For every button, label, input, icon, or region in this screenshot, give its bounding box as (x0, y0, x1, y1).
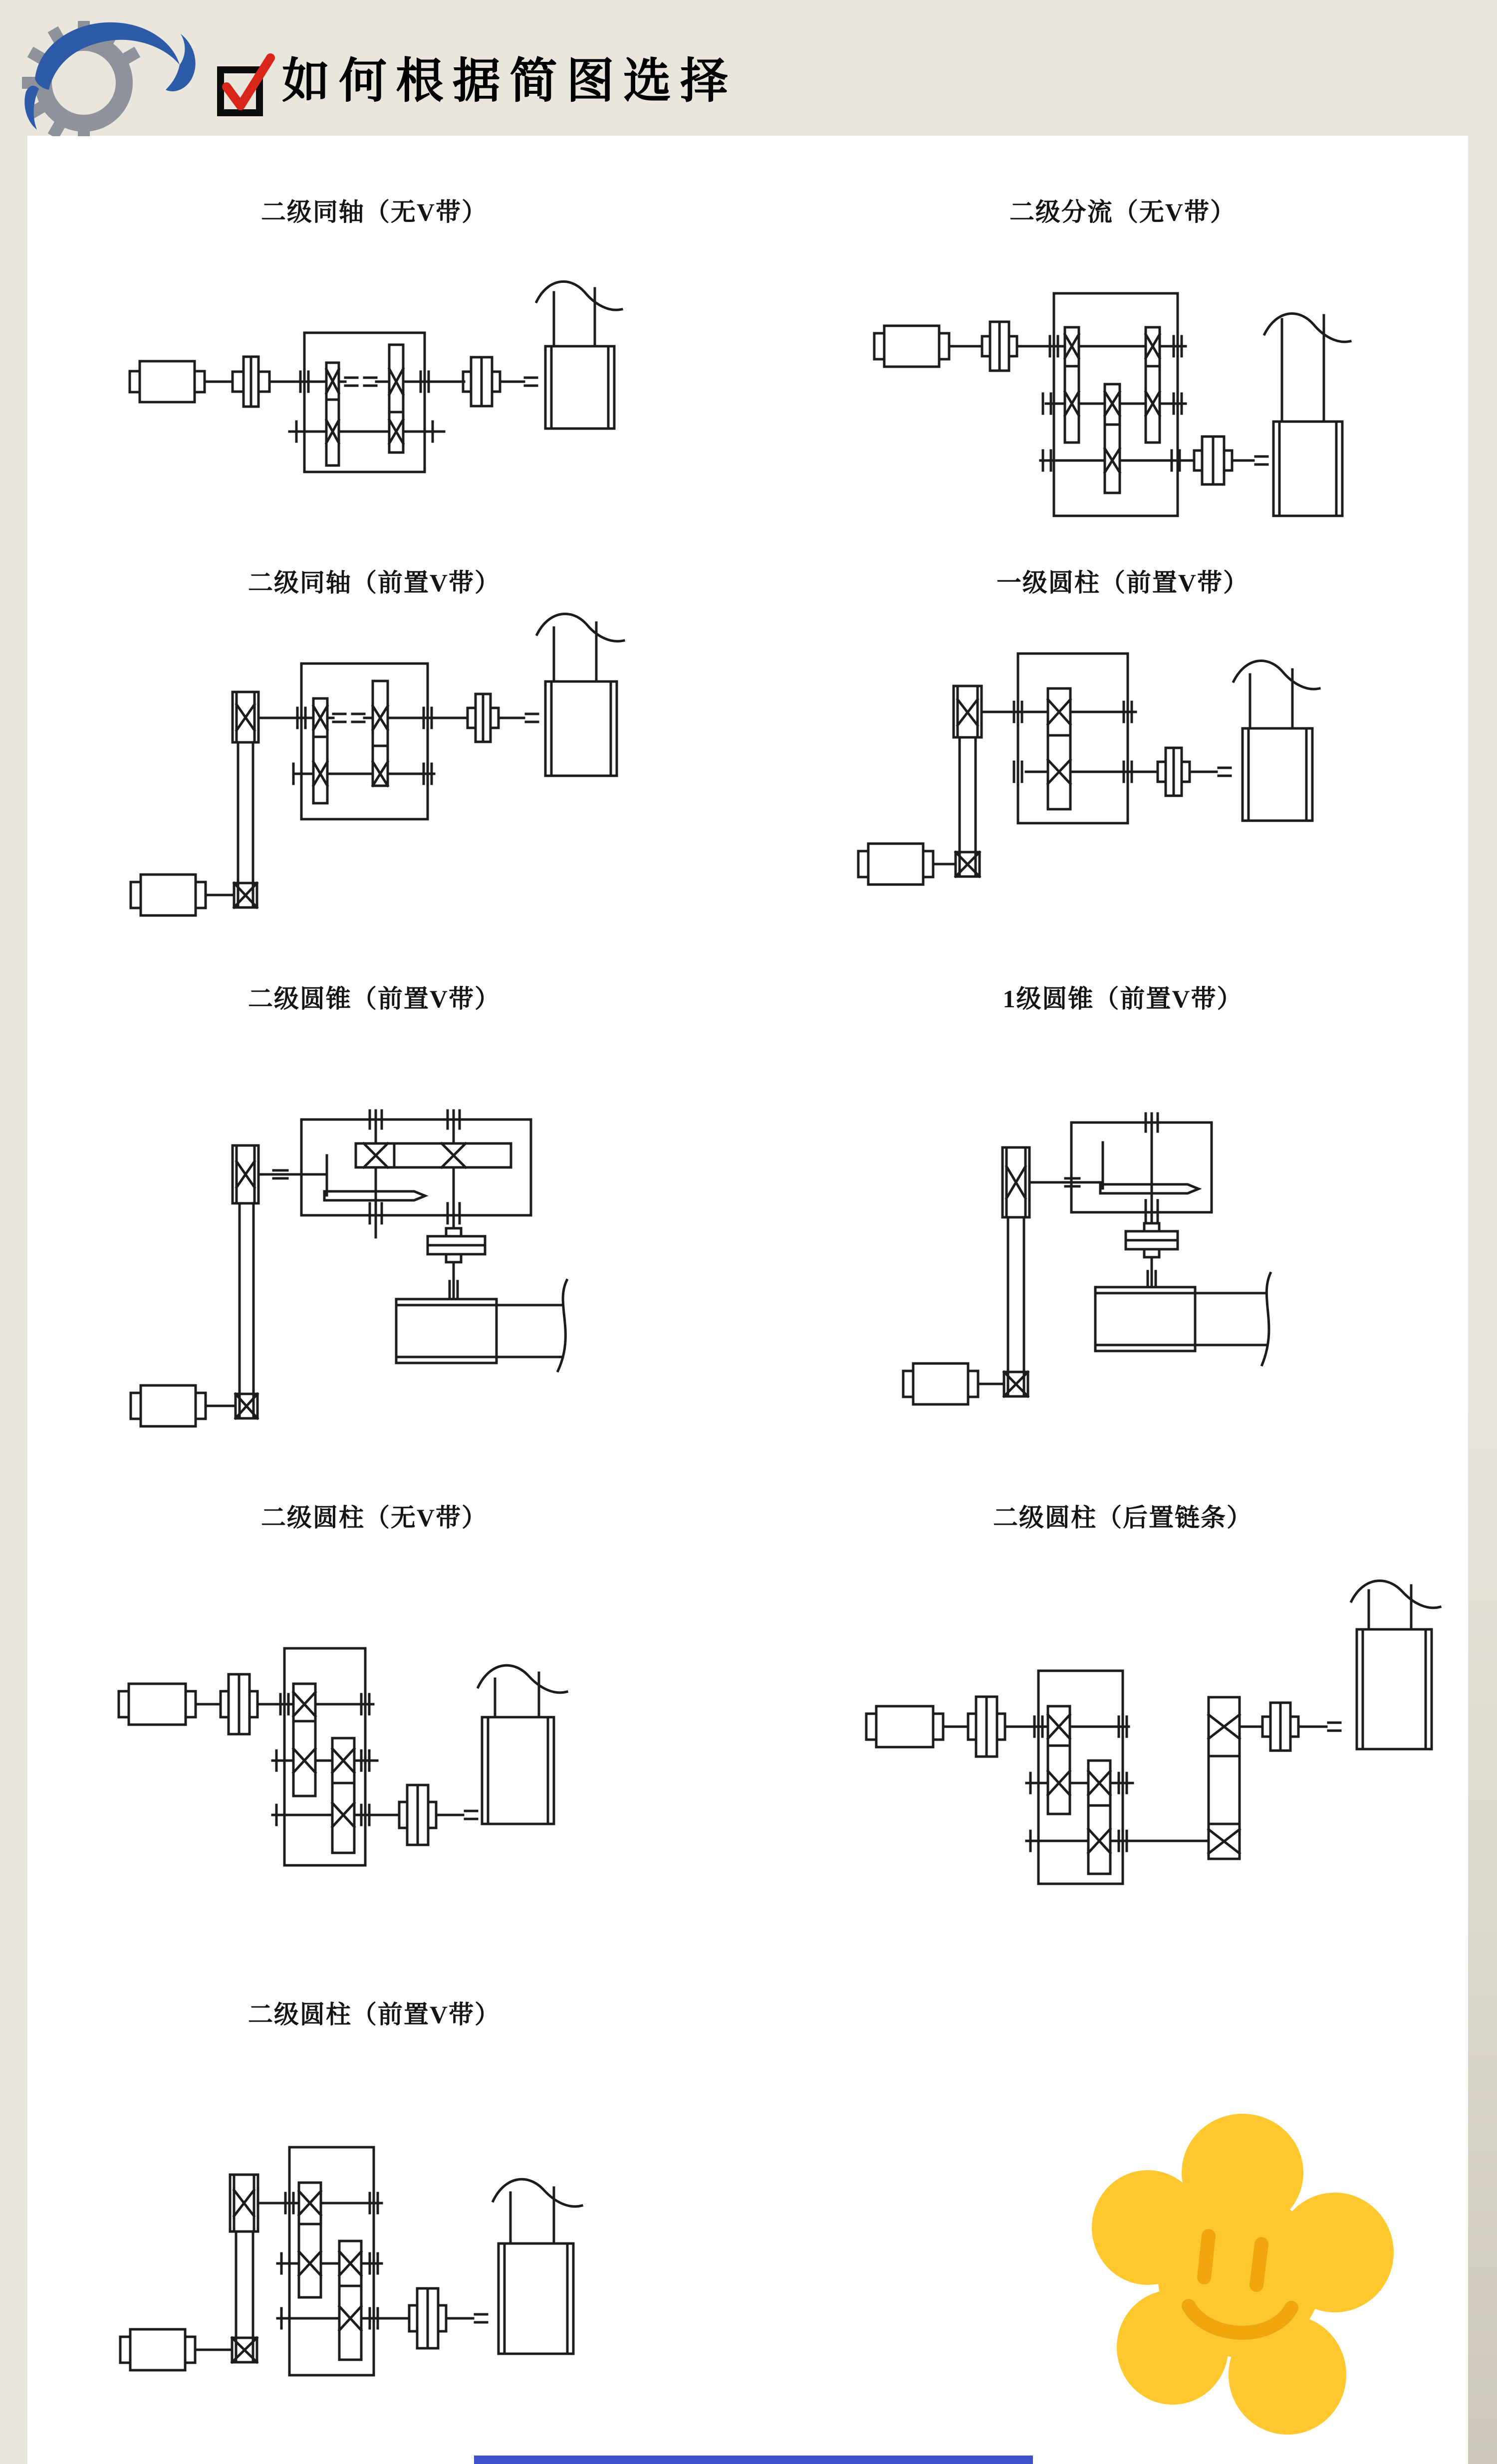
bevel-gearbox (301, 1111, 531, 1237)
coupling (221, 1674, 257, 1734)
diagram-label-4: 一级圆柱（前置V带） (996, 569, 1249, 597)
v-belt-drive (233, 1145, 258, 1418)
diagram-single-stage-bevel-front-vbelt (873, 1048, 1447, 1447)
gearbox (1040, 293, 1194, 516)
driven-machine (478, 1665, 567, 1824)
diagram-two-stage-cylindrical-front-vbelt (90, 2070, 714, 2464)
gearbox (272, 1648, 399, 1865)
diagram-label-8: 二级圆柱（后置链条） (993, 1504, 1252, 1532)
coupling (1126, 1223, 1178, 1257)
coupling (468, 694, 499, 742)
motor (866, 1706, 968, 1747)
diagram-two-stage-cylindrical-no-belt (90, 1571, 689, 1946)
bevel-pinion (1100, 1184, 1199, 1193)
coupling (968, 1697, 1005, 1757)
diagram-label-1: 二级同轴（无V带） (260, 198, 488, 226)
motor (131, 1385, 236, 1426)
v-belt-drive (1002, 1147, 1029, 1396)
coupling (1158, 748, 1190, 796)
gearbox (1026, 1671, 1209, 1884)
bottom-accent-bar (474, 2456, 1033, 2464)
gearbox (289, 333, 464, 472)
coupling (982, 322, 1017, 371)
right-margin-shade (1468, 0, 1497, 2464)
diagram-coaxial-two-stage-no-belt (115, 259, 664, 559)
driven-machine (537, 614, 624, 776)
v-belt-drive (233, 692, 258, 907)
coupling (409, 2288, 446, 2348)
smiley-flower (1078, 2110, 1397, 2440)
diagram-two-stage-cylindrical-rear-chain (848, 1571, 1472, 1946)
coupling (399, 1785, 436, 1845)
driven-machine (1234, 661, 1319, 821)
motor (874, 326, 982, 367)
bevel-gearbox (1071, 1114, 1212, 1223)
driven-machine (1095, 1273, 1270, 1365)
coupling (428, 1228, 485, 1262)
chain-drive (1209, 1697, 1240, 1859)
v-belt-drive (954, 686, 982, 877)
diagram-two-stage-bevel-front-vbelt (115, 1048, 689, 1447)
driven-machine (536, 281, 622, 429)
gearbox (277, 2147, 409, 2375)
diagram-label-6: 1级圆锥（前置V带） (1002, 985, 1243, 1013)
motor (119, 1684, 221, 1725)
page-title: 如何根据简图选择 (282, 54, 737, 108)
motor (120, 2329, 232, 2370)
diagram-label-7: 二级圆柱（无V带） (260, 1504, 488, 1532)
v-belt-drive (230, 2175, 258, 2362)
motor (903, 1363, 1004, 1404)
motor (131, 875, 234, 915)
diagram-label-3: 二级同轴（前置V带） (248, 569, 501, 597)
diagram-two-stage-split-no-belt (848, 259, 1397, 584)
coupling (463, 357, 500, 406)
gear-swoosh-logo (9, 4, 199, 136)
coupling (1194, 437, 1232, 484)
motor (130, 361, 233, 402)
diagram-label-5: 二级圆锥（前置V带） (248, 985, 501, 1013)
driven-machine (493, 2179, 582, 2354)
checked-box-icon (215, 44, 279, 119)
coupling (1262, 1703, 1298, 1751)
motor (858, 844, 956, 885)
diagram-coaxial-two-stage-front-vbelt (115, 589, 689, 938)
gearbox (1014, 654, 1158, 823)
diagram-single-stage-cylindrical-front-vbelt (848, 589, 1447, 938)
coupling (233, 357, 269, 407)
gearbox (293, 664, 468, 819)
driven-machine (1351, 1580, 1440, 1749)
driven-machine (396, 1280, 567, 1371)
diagram-label-9: 二级圆柱（前置V带） (248, 2001, 501, 2028)
driven-machine (1264, 313, 1350, 516)
diagram-label-2: 二级分流（无V带） (1009, 198, 1237, 226)
